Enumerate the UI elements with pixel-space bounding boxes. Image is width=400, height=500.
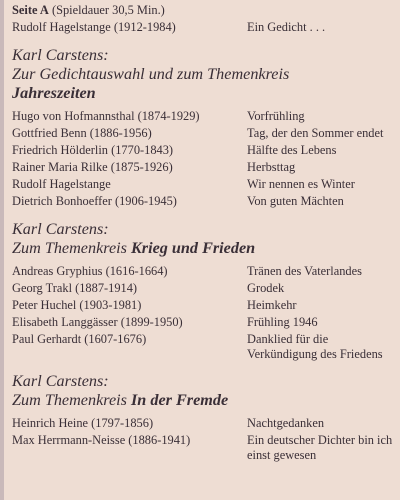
list-item [12, 314, 396, 331]
item-work: Nachtgedanken [247, 416, 325, 430]
item-author: Georg Trakl (1887-1914) [12, 281, 138, 295]
section-heading-theme: In der Fremde [131, 391, 229, 409]
intro-work: Ein Gedicht . . . [247, 20, 326, 34]
item-work: Hälfte des Lebens [247, 143, 337, 157]
intro-author: Rudolf Hagelstange (1912-1984) [12, 20, 176, 34]
list-item [12, 176, 396, 193]
item-work: Ein deutscher Dichter bin ich einst gewesen [247, 433, 393, 462]
list-item [12, 280, 396, 297]
list-item [12, 142, 396, 159]
section-speaker: Karl Carstens: [12, 220, 109, 238]
section-heading-line: Zur Gedichtauswahl und zum Themenkreis [12, 65, 290, 83]
list-item [12, 193, 396, 210]
section-heading-theme: Jahreszeiten [12, 84, 96, 102]
item-author: Dietrich Bonhoeffer (1906-1945) [12, 194, 177, 208]
list-item [12, 297, 396, 314]
item-work: Heimkehr [247, 298, 297, 312]
section-jahreszeiten [12, 46, 396, 210]
item-work: Herbsttag [247, 160, 296, 174]
item-work: Tränen des Vaterlandes [247, 264, 362, 278]
tracklist-content [12, 2, 396, 463]
side-a-duration: (Spieldauer 30,5 Min.) [51, 3, 165, 17]
left-edge-rule [0, 0, 4, 500]
list-item [12, 263, 396, 280]
item-author: Friedrich Hölderlin (1770-1843) [12, 143, 174, 157]
list-item [12, 331, 396, 362]
item-author: Gottfried Benn (1886-1956) [12, 126, 152, 140]
list-item [12, 432, 396, 463]
item-work: Vorfrühling [247, 109, 305, 123]
list-item [12, 415, 396, 432]
item-author: Max Herrmann-Neisse (1886-1941) [12, 433, 191, 447]
section-heading-theme: Krieg und Frieden [131, 239, 256, 257]
section-speaker: Karl Carstens: [12, 372, 109, 390]
item-author: Rainer Maria Rilke (1875-1926) [12, 160, 173, 174]
item-work: Wir nennen es Winter [247, 177, 355, 191]
item-work: Tag, der den Sommer endet [247, 126, 384, 140]
item-author: Peter Huchel (1903-1981) [12, 298, 142, 312]
item-author: Hugo von Hofmannsthal (1874-1929) [12, 109, 200, 123]
section-in-der-fremde [12, 372, 396, 463]
item-author: Elisabeth Langgässer (1899-1950) [12, 315, 183, 329]
intro-row [12, 19, 396, 36]
list-item [12, 159, 396, 176]
item-author: Rudolf Hagelstange [12, 177, 111, 191]
item-author: Heinrich Heine (1797-1856) [12, 416, 154, 430]
item-work: Frühling 1946 [247, 315, 318, 329]
section-krieg-und-frieden [12, 220, 396, 362]
item-author: Paul Gerhardt (1607-1676) [12, 332, 147, 346]
side-a-header [12, 2, 396, 19]
section-heading-line: Zum Themenkreis Krieg und Frieden [12, 239, 256, 257]
side-a-title: Seite A [12, 3, 49, 17]
item-work: Von guten Mächten [247, 194, 344, 208]
item-work: Danklied für die Verkündigung des Friedens [247, 332, 383, 361]
section-heading-line: Zum Themenkreis In der Fremde [12, 391, 229, 409]
section-speaker: Karl Carstens: [12, 46, 109, 64]
list-item [12, 125, 396, 142]
item-author: Andreas Gryphius (1616-1664) [12, 264, 168, 278]
list-item [12, 108, 396, 125]
item-work: Grodek [247, 281, 285, 295]
